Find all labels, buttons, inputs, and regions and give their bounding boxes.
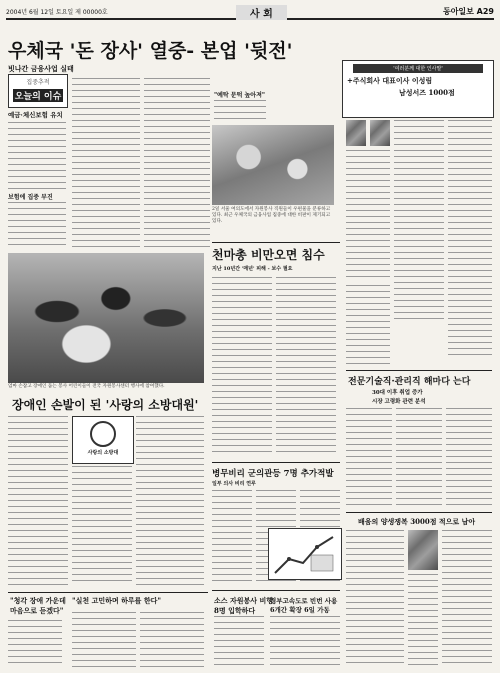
divider: [346, 512, 492, 513]
portrait-photo: [370, 120, 390, 146]
bottom-c3-h2: 8명 입학하다: [214, 606, 256, 615]
body-text: [396, 408, 442, 508]
specialist-headline: 전문기술직·관리직 해마다 는다: [348, 377, 471, 387]
divider: [212, 462, 340, 463]
portrait-photo: [408, 530, 438, 570]
body-text: [212, 277, 272, 457]
center-headline: 장애인 손발이 된 '사랑의 소방대원': [12, 398, 199, 412]
bottom-c3-h1: 소스 자원봉사 비행: [214, 596, 273, 605]
body-text: [140, 612, 204, 668]
issue-box: 집중추적 오늘의 이슈: [8, 74, 68, 108]
center-caption: 엄마 손잡고 장애인 돕는 봉사 어린이들이 전국 자원봉사센터 행사에 참여했다.: [8, 384, 165, 389]
body-text: [214, 616, 264, 668]
tomb-deck: 지난 10년간 '매년' 피해 - 보수 필요: [212, 266, 293, 272]
page-header: [6, 4, 494, 20]
body-text: [442, 530, 492, 668]
main-subhead: 예금·체신보험 유치: [8, 111, 63, 119]
issue-info: 2004년 6월 12일 토요일 제 00000호: [6, 9, 108, 16]
specialist-sub2: 시장 고령화 관련 분석: [372, 399, 426, 405]
body-text: [8, 416, 68, 586]
list-text: [346, 150, 390, 280]
body-text: [136, 416, 204, 586]
body-text: [8, 202, 66, 248]
bottom-mid-h2: 한다": [143, 596, 161, 605]
list-text: [346, 285, 390, 365]
body-text: [214, 100, 266, 122]
bottom-c4-headline: [270, 596, 337, 614]
specialist-sub: 30대 이후 취업 증가: [372, 390, 423, 396]
bottom-c4-h1: 경부고속도로 빈번 사용: [270, 597, 338, 605]
body-text: [8, 122, 66, 190]
body-text: [276, 277, 336, 457]
body-text: [408, 574, 438, 668]
portrait-photo: [346, 120, 366, 146]
bottom-left-h2: 마음으로 듣겠다": [10, 606, 64, 615]
main-photo: [212, 125, 334, 205]
body-text: [212, 490, 252, 586]
bottom-c3-headline-block: [214, 596, 273, 616]
main-deck: 빗나간 금융사업 실태: [8, 64, 74, 73]
ad-box: [342, 60, 494, 118]
divider: [8, 592, 208, 593]
body-text: [8, 620, 62, 668]
military-headline: 병무비리 군의관등 7명 추가적발: [212, 469, 334, 479]
body-text: [72, 466, 132, 586]
bottom-mid-headline: [72, 596, 161, 606]
body-text: [144, 78, 210, 248]
section-label: 사 회: [236, 5, 287, 20]
route-map-icon: [269, 529, 341, 579]
volunteer-logo-box: [72, 416, 134, 464]
main-headline: 우체국 '돈 장사' 열중- 본업 '뒷전': [8, 40, 293, 62]
bottom-left-headline: [10, 596, 66, 616]
list-text: [394, 162, 444, 322]
issue-tag: 오늘의 이슈: [13, 89, 63, 102]
body-text: [446, 408, 492, 508]
map-graphic: [268, 528, 342, 580]
body-text: [394, 120, 444, 158]
divider: [212, 242, 340, 243]
bottom-right-headline: 배움의 양생쟁복 3000점 적으로 남아: [358, 517, 476, 526]
body-text: [346, 408, 392, 508]
body-text: [72, 78, 140, 248]
bottom-mid-h1: "실천 고민하며 하루를: [72, 596, 142, 605]
tomb-headline: 천마총 비만오면 침수: [212, 248, 325, 262]
body-text: [270, 616, 340, 668]
bottom-c4-h2: 6개간 확장 6일 가동: [270, 606, 330, 614]
bottom-left-h1: "청각 장애 가운데: [10, 596, 66, 605]
ad-line1: +주식회사 대표이사 이성림: [347, 76, 433, 85]
body-text: [346, 530, 404, 668]
divider: [346, 370, 492, 371]
ad-title: '여러분께 대한 인사말': [353, 64, 483, 73]
photo-caption: 2일 서울 여의도에서 자원봉사 직원들이 우편물을 분류하고 있다. 최근 우체국의 금융사업 집중에 대한 비판이 제기되고 있다.: [212, 207, 331, 224]
military-sub: 일부 의사 비리 연루: [212, 481, 256, 487]
logo-text: 사랑의 소방대: [87, 450, 119, 456]
body-text: [72, 612, 136, 668]
main-subhead-2: 보험에 집중 부진: [8, 194, 53, 201]
page-number: 동아일보 A29: [442, 7, 494, 16]
divider: [212, 590, 340, 591]
heart-icon: [90, 421, 116, 447]
list-text: [448, 120, 492, 360]
center-photo: [8, 253, 204, 383]
side-head: "예탁 문턱 높아져": [214, 92, 266, 99]
ad-line2: 남성서즈 1000점: [399, 88, 455, 97]
